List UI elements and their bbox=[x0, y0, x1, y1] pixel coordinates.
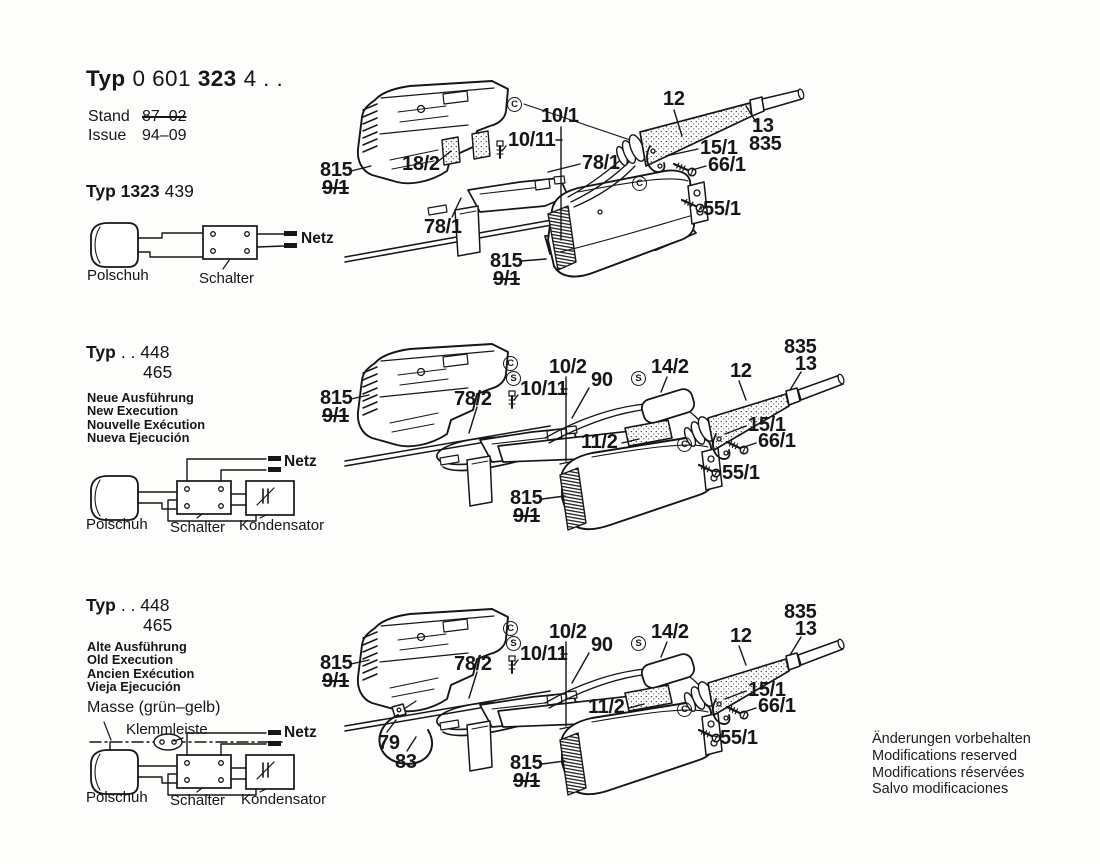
part-label-9-1: 9/1 bbox=[493, 268, 520, 290]
section2-typ-line2: 465 bbox=[143, 361, 173, 382]
part-label-11-2: 11/2 bbox=[588, 696, 625, 718]
marker-c: C bbox=[507, 97, 522, 112]
issue-row bbox=[88, 126, 187, 145]
part-label-9-1: 9/1 bbox=[513, 505, 540, 527]
schematic3-kondensator-label: Kondensator bbox=[241, 791, 327, 808]
part-label-78-1: 78/1 bbox=[424, 216, 462, 238]
schematic2-schalter-label: Schalter bbox=[170, 519, 226, 536]
section2-typ bbox=[86, 343, 172, 382]
part-label-9-1: 9/1 bbox=[322, 177, 349, 199]
part-label-15-1: 15/1 bbox=[700, 137, 738, 159]
section3-typ-value: . . 448 bbox=[120, 595, 170, 615]
part-label-815: 815 bbox=[320, 652, 353, 674]
part-label-835: 835 bbox=[784, 601, 817, 623]
schematic3-polschuh-label: Polschuh bbox=[86, 789, 148, 806]
part-label-18-2: 18/2 bbox=[402, 153, 440, 175]
part-label-10-1: 10/1 bbox=[541, 105, 579, 127]
part-label-83: 83 bbox=[395, 751, 417, 773]
part-label-9-1: 9/1 bbox=[513, 770, 540, 792]
marker-s: S bbox=[506, 371, 521, 386]
part-label-12: 12 bbox=[730, 625, 752, 647]
schematic1-netz-label: Netz bbox=[301, 230, 334, 247]
title-typ: Typ bbox=[86, 66, 126, 91]
part-label-13: 13 bbox=[795, 353, 817, 375]
masse-label: Masse (grün–gelb) bbox=[87, 699, 221, 716]
part-label-14-2: 14/2 bbox=[651, 621, 689, 643]
part-label-15-1: 15/1 bbox=[748, 679, 786, 701]
part-label-10-11: 10/11 bbox=[520, 378, 568, 400]
title-code-suffix: 4 . . bbox=[243, 66, 284, 91]
part-label-13: 13 bbox=[752, 115, 774, 137]
schematic1-polschuh-label: Polschuh bbox=[87, 267, 149, 284]
schematic3-schalter-label: Schalter bbox=[170, 792, 226, 809]
part-label-10-11: 10/11 bbox=[520, 643, 568, 665]
note-en: New Execution bbox=[87, 403, 179, 419]
marker-s: S bbox=[631, 371, 646, 386]
exploded-view-3 bbox=[345, 609, 845, 795]
stand-row bbox=[88, 107, 187, 126]
marker-s: S bbox=[506, 636, 521, 651]
stand-label: Stand bbox=[88, 108, 130, 125]
section2-typ-line1 bbox=[86, 343, 172, 363]
exploded-view-1 bbox=[345, 81, 805, 277]
section3-typ-label: Typ bbox=[86, 595, 116, 615]
part-label-12: 12 bbox=[663, 88, 685, 110]
note-en: Old Execution bbox=[87, 652, 174, 668]
part-label-11-2: 11/2 bbox=[581, 431, 618, 453]
part-label-13: 13 bbox=[795, 618, 817, 640]
part-label-55-1: 55/1 bbox=[722, 462, 760, 484]
section2-notes bbox=[87, 391, 205, 445]
legal-note bbox=[872, 731, 1031, 798]
part-label-55-1: 55/1 bbox=[703, 198, 741, 220]
part-label-9-1: 9/1 bbox=[322, 405, 349, 427]
note-fr: Ancien Exécution bbox=[87, 665, 195, 681]
part-label-66-1: 66/1 bbox=[758, 430, 796, 452]
part-label-78-1: 78/1 bbox=[582, 152, 620, 174]
exploded-view-2 bbox=[345, 344, 845, 530]
marker-c: C bbox=[677, 702, 692, 717]
part-label-835: 835 bbox=[784, 336, 817, 358]
legal-en: Modifications reserved bbox=[872, 747, 1018, 764]
issue-label: Issue bbox=[88, 127, 127, 144]
section2-typ-label: Typ bbox=[86, 342, 116, 362]
part-label-55-1: 55/1 bbox=[720, 727, 758, 749]
marker-c: C bbox=[503, 356, 518, 371]
part-label-815: 815 bbox=[320, 159, 353, 181]
part-label-90: 90 bbox=[591, 369, 613, 391]
title-code-bold: 323 bbox=[197, 66, 237, 91]
schematic2-polschuh-label: Polschuh bbox=[86, 516, 148, 533]
note-de: Alte Ausführung bbox=[87, 639, 187, 654]
marker-c: C bbox=[632, 176, 647, 191]
part-label-78-2: 78/2 bbox=[454, 653, 492, 675]
section3-typ-line1 bbox=[86, 596, 172, 616]
part-label-90: 90 bbox=[591, 634, 613, 656]
part-label-815: 815 bbox=[320, 387, 353, 409]
wiring-schematic-1 bbox=[91, 223, 297, 269]
legal-fr: Modifications réservées bbox=[872, 764, 1025, 781]
section1-typ-rest: 439 bbox=[164, 181, 194, 201]
note-fr: Nouvelle Exécution bbox=[87, 416, 206, 432]
part-label-78-2: 78/2 bbox=[454, 388, 492, 410]
note-es: Nueva Ejecución bbox=[87, 430, 190, 446]
issue-value: 94–09 bbox=[142, 127, 187, 144]
section3-typ-line2: 465 bbox=[143, 614, 173, 635]
revision-block bbox=[88, 107, 187, 145]
title-code-prefix: 0 601 bbox=[132, 66, 191, 91]
schematic2-netz-label: Netz bbox=[284, 453, 317, 470]
part-label-10-11: 10/11 bbox=[508, 129, 556, 151]
section3-notes bbox=[87, 640, 194, 694]
part-label-835: 835 bbox=[749, 133, 782, 155]
legal-es: Salvo modificaciones bbox=[872, 781, 1009, 798]
part-label-66-1: 66/1 bbox=[758, 695, 796, 717]
schematic3-netz-label: Netz bbox=[284, 724, 317, 741]
marker-s: S bbox=[631, 636, 646, 651]
part-label-815: 815 bbox=[510, 487, 543, 509]
part-label-14-2: 14/2 bbox=[651, 356, 689, 378]
part-label-10-2: 10/2 bbox=[549, 356, 587, 378]
part-label-815: 815 bbox=[490, 250, 523, 272]
section3-typ bbox=[86, 596, 172, 635]
stand-value: 87–02 bbox=[142, 108, 187, 125]
klemmleiste-label: Klemmleiste bbox=[126, 721, 208, 738]
section1-typ bbox=[86, 181, 199, 202]
note-es: Vieja Ejecución bbox=[87, 679, 181, 695]
section2-typ-value: . . 448 bbox=[120, 342, 170, 362]
part-label-66-1: 66/1 bbox=[708, 154, 746, 176]
part-label-815: 815 bbox=[510, 752, 543, 774]
part-label-10-2: 10/2 bbox=[549, 621, 587, 643]
schematic1-schalter-label: Schalter bbox=[199, 270, 255, 287]
marker-c: C bbox=[677, 437, 692, 452]
legal-de: Änderungen vorbehalten bbox=[872, 731, 1031, 747]
page-title bbox=[86, 66, 290, 92]
part-label-79: 79 bbox=[378, 732, 400, 754]
part-label-12: 12 bbox=[730, 360, 752, 382]
part-label-9-1: 9/1 bbox=[322, 670, 349, 692]
wiring-schematic-2 bbox=[91, 456, 294, 521]
part-label-15-1: 15/1 bbox=[748, 414, 786, 436]
schematic2-kondensator-label: Kondensator bbox=[239, 517, 325, 534]
note-de: Neue Ausführung bbox=[87, 390, 194, 405]
marker-c: C bbox=[503, 621, 518, 636]
section1-typ-bold: Typ 1323 bbox=[86, 181, 160, 201]
